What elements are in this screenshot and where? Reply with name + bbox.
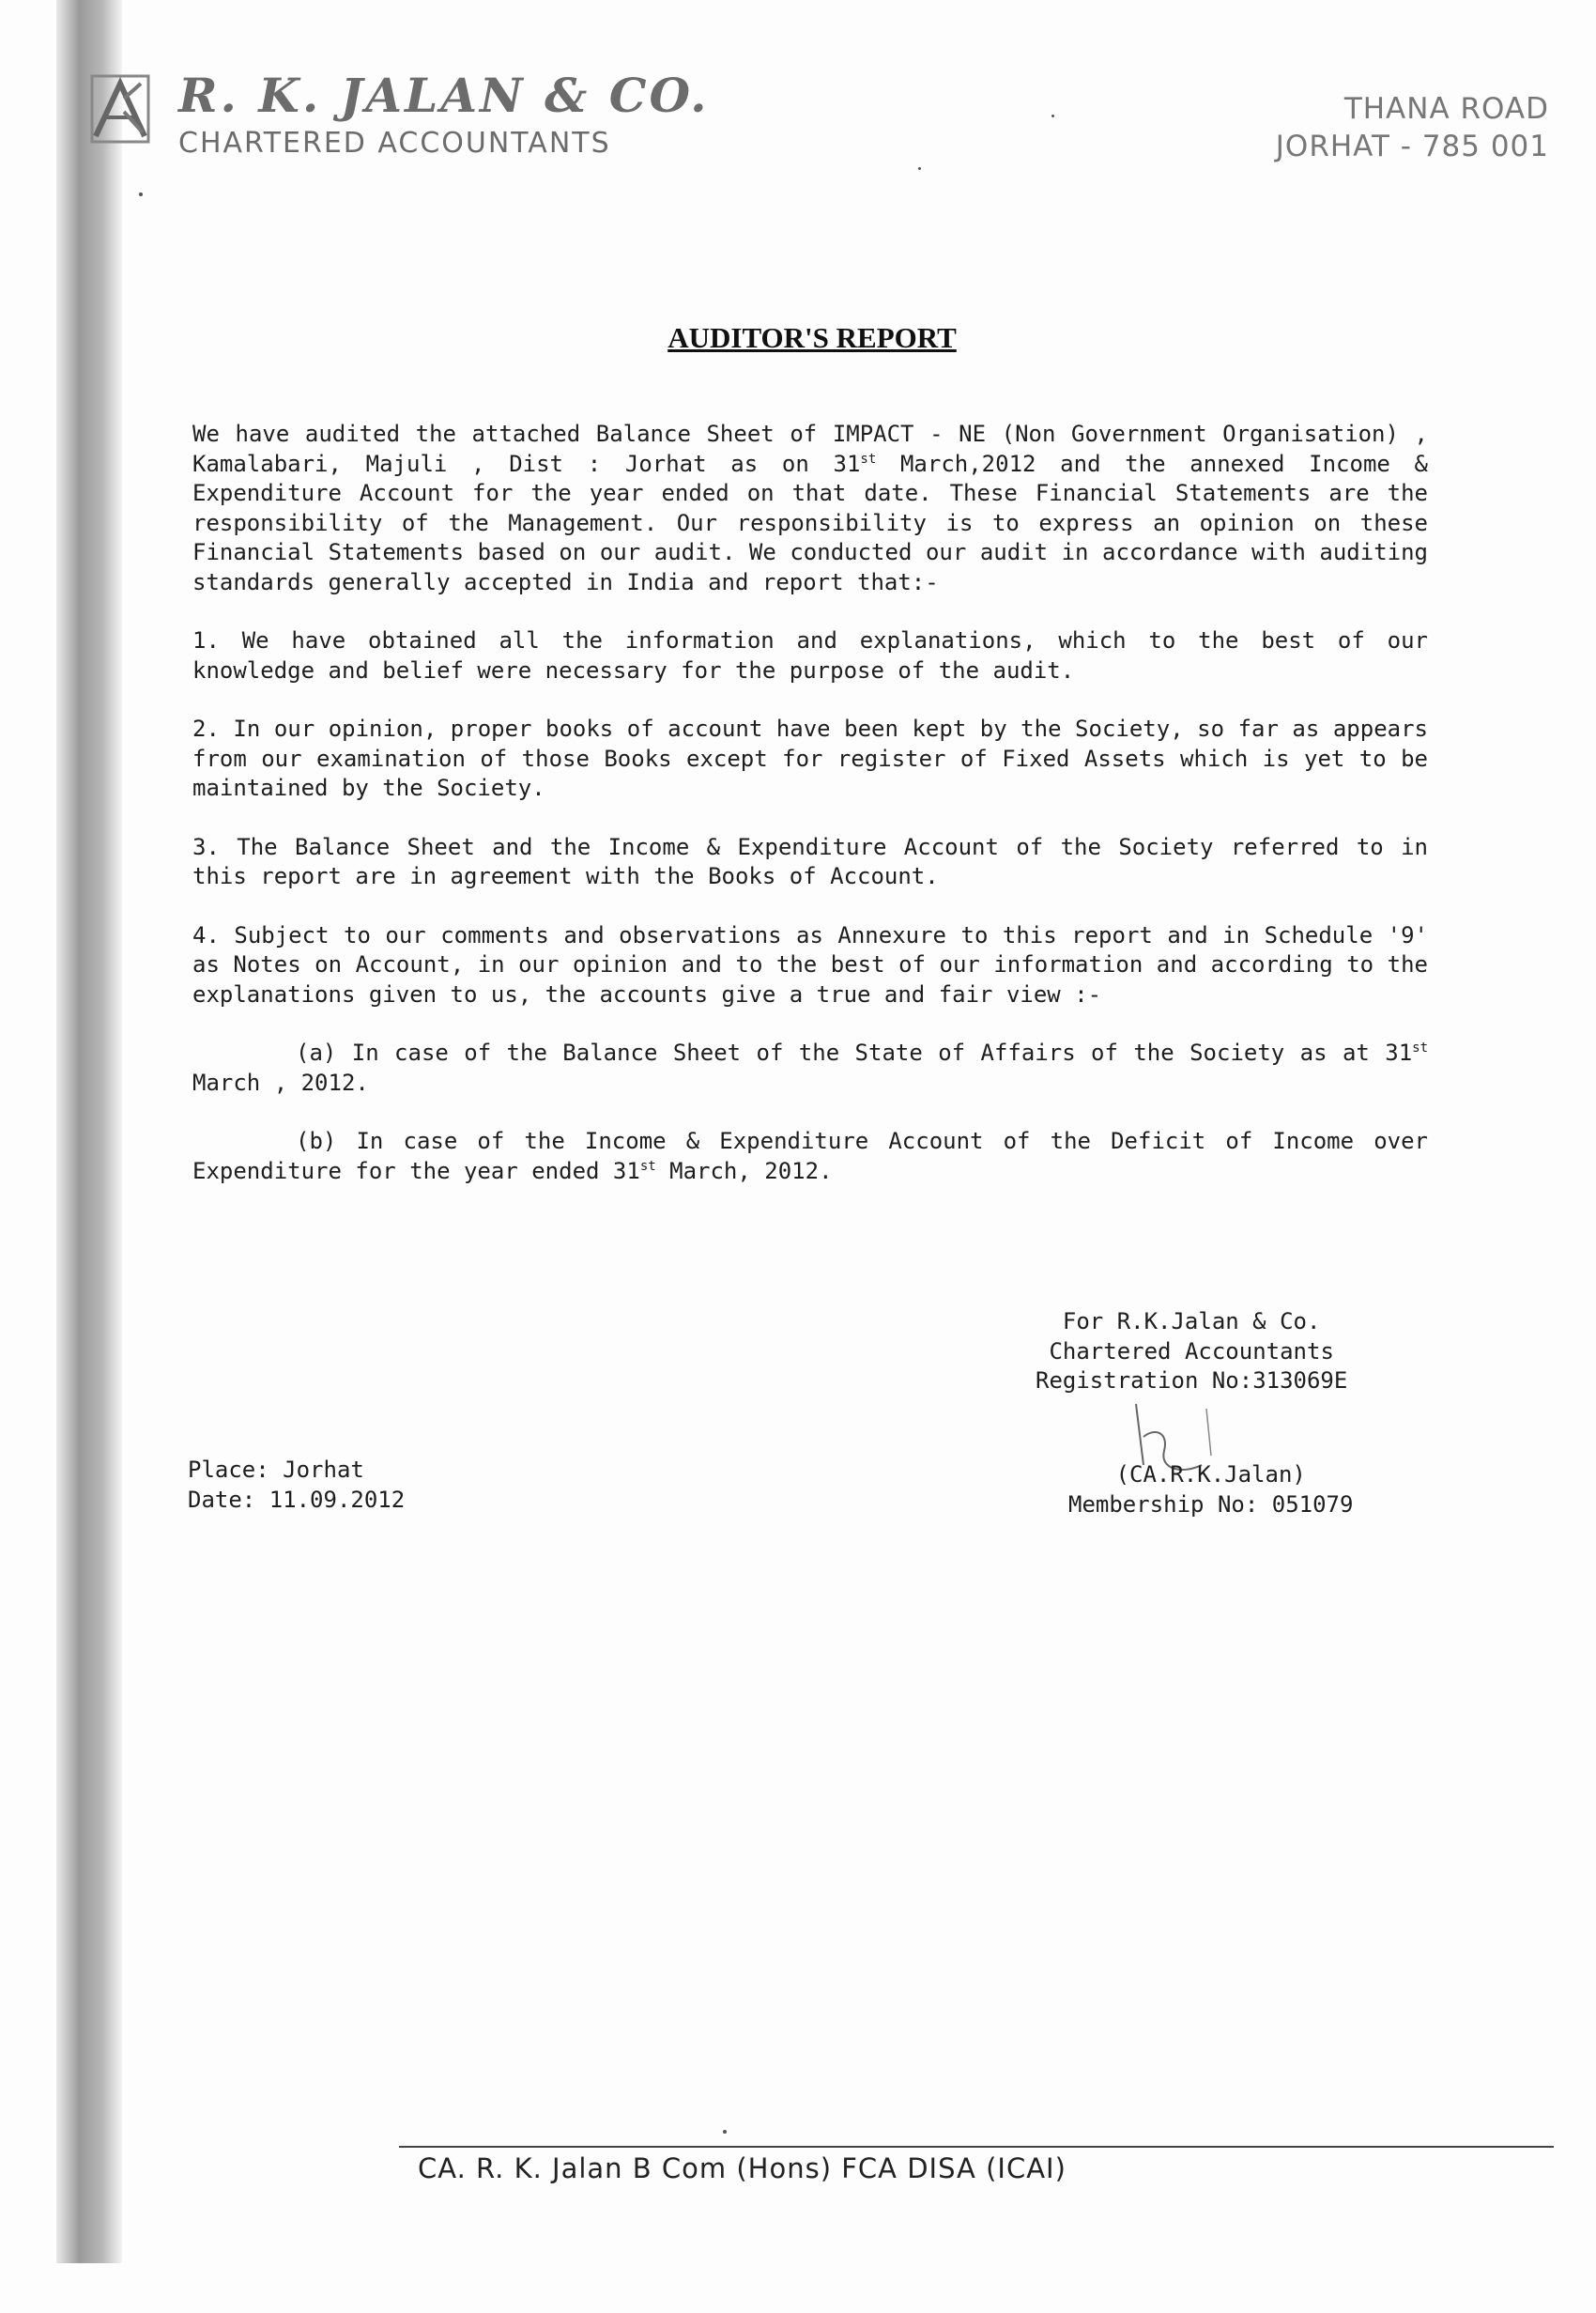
signatory-name: (CA.R.K.Jalan) xyxy=(1115,1461,1306,1488)
item-4: 4. Subject to our comments and observations as Annexure to this report and in Schedule '9' as Notes on Account, in our opinion and to the best of our information and according to the explanations given to us, the accounts give a true and fair view :- xyxy=(192,921,1428,1008)
sub-item-a: (a) In case of the Balance Sheet of the State of Affairs of the Society as at 31st March , 2012. xyxy=(192,1040,1428,1096)
date: Date: 11.09.2012 xyxy=(188,1486,406,1513)
membership-number: Membership No: 051079 xyxy=(1068,1490,1354,1518)
place-date-block xyxy=(188,1456,405,1515)
item-1: 1. We have obtained all the information and explanations, which to the best of our knowledge and belief were necessary for the purpose of the audit. xyxy=(192,627,1428,684)
intro-paragraph: We have audited the attached Balance Sheet of IMPACT - NE (Non Government Organisation) , Kamalabari, Majuli , Dist : Jorhat as on 31st March,2012 and the annexed Income & Expenditure Account for the year ended on that date. These Financial Statements are the responsibility of the Management. Our responsibility is to express an opinion on these Financial Statements based on our audit. We conducted our audit in accordance with auditing standards generally accepted in India and report that:- xyxy=(192,421,1428,595)
item-2: 2. In our opinion, proper books of account have been kept by the Society, so far as appears from our examination of those Books except for register of Fixed Assets which is yet to be maintained by the Society. xyxy=(192,716,1428,801)
report-title: AUDITOR'S REPORT xyxy=(668,321,957,354)
sub-item-b: (b) In case of the Income & Expenditure Account of the Deficit of Income over Expenditure for the year ended 31st March, 2012. xyxy=(192,1128,1428,1184)
signatory-block xyxy=(1068,1460,1353,1519)
address-line-2: JORHAT - 785 001 xyxy=(1275,130,1549,164)
firm-subtitle: CHARTERED ACCOUNTANTS xyxy=(178,127,611,160)
item-3: 3. The Balance Sheet and the Income & Expenditure Account of the Society referred to in this report are in agreement with the Books of Account. xyxy=(192,833,1428,889)
address-line-1: THANA ROAD xyxy=(1343,92,1549,126)
chartered-accountants-line: Chartered Accountants xyxy=(1049,1337,1334,1365)
firm-address xyxy=(1276,90,1549,166)
firm-name: R. K. JALAN & CO. xyxy=(178,68,710,123)
registration-number: Registration No:313069E xyxy=(1036,1367,1348,1394)
signature-block xyxy=(1036,1307,1347,1396)
scan-speck xyxy=(723,2130,727,2134)
report-body xyxy=(192,420,1428,1215)
scan-speck xyxy=(918,167,921,170)
scan-speck xyxy=(139,193,143,196)
footer-rule xyxy=(399,2146,1554,2148)
firm-logo-icon xyxy=(86,70,154,147)
footer-text: CA. R. K. Jalan B Com (Hons) FCA DISA (ICAI) xyxy=(418,2152,1067,2184)
for-firm-line: For R.K.Jalan & Co. xyxy=(1062,1308,1321,1334)
scan-speck xyxy=(1051,115,1054,117)
place: Place: Jorhat xyxy=(188,1457,364,1483)
